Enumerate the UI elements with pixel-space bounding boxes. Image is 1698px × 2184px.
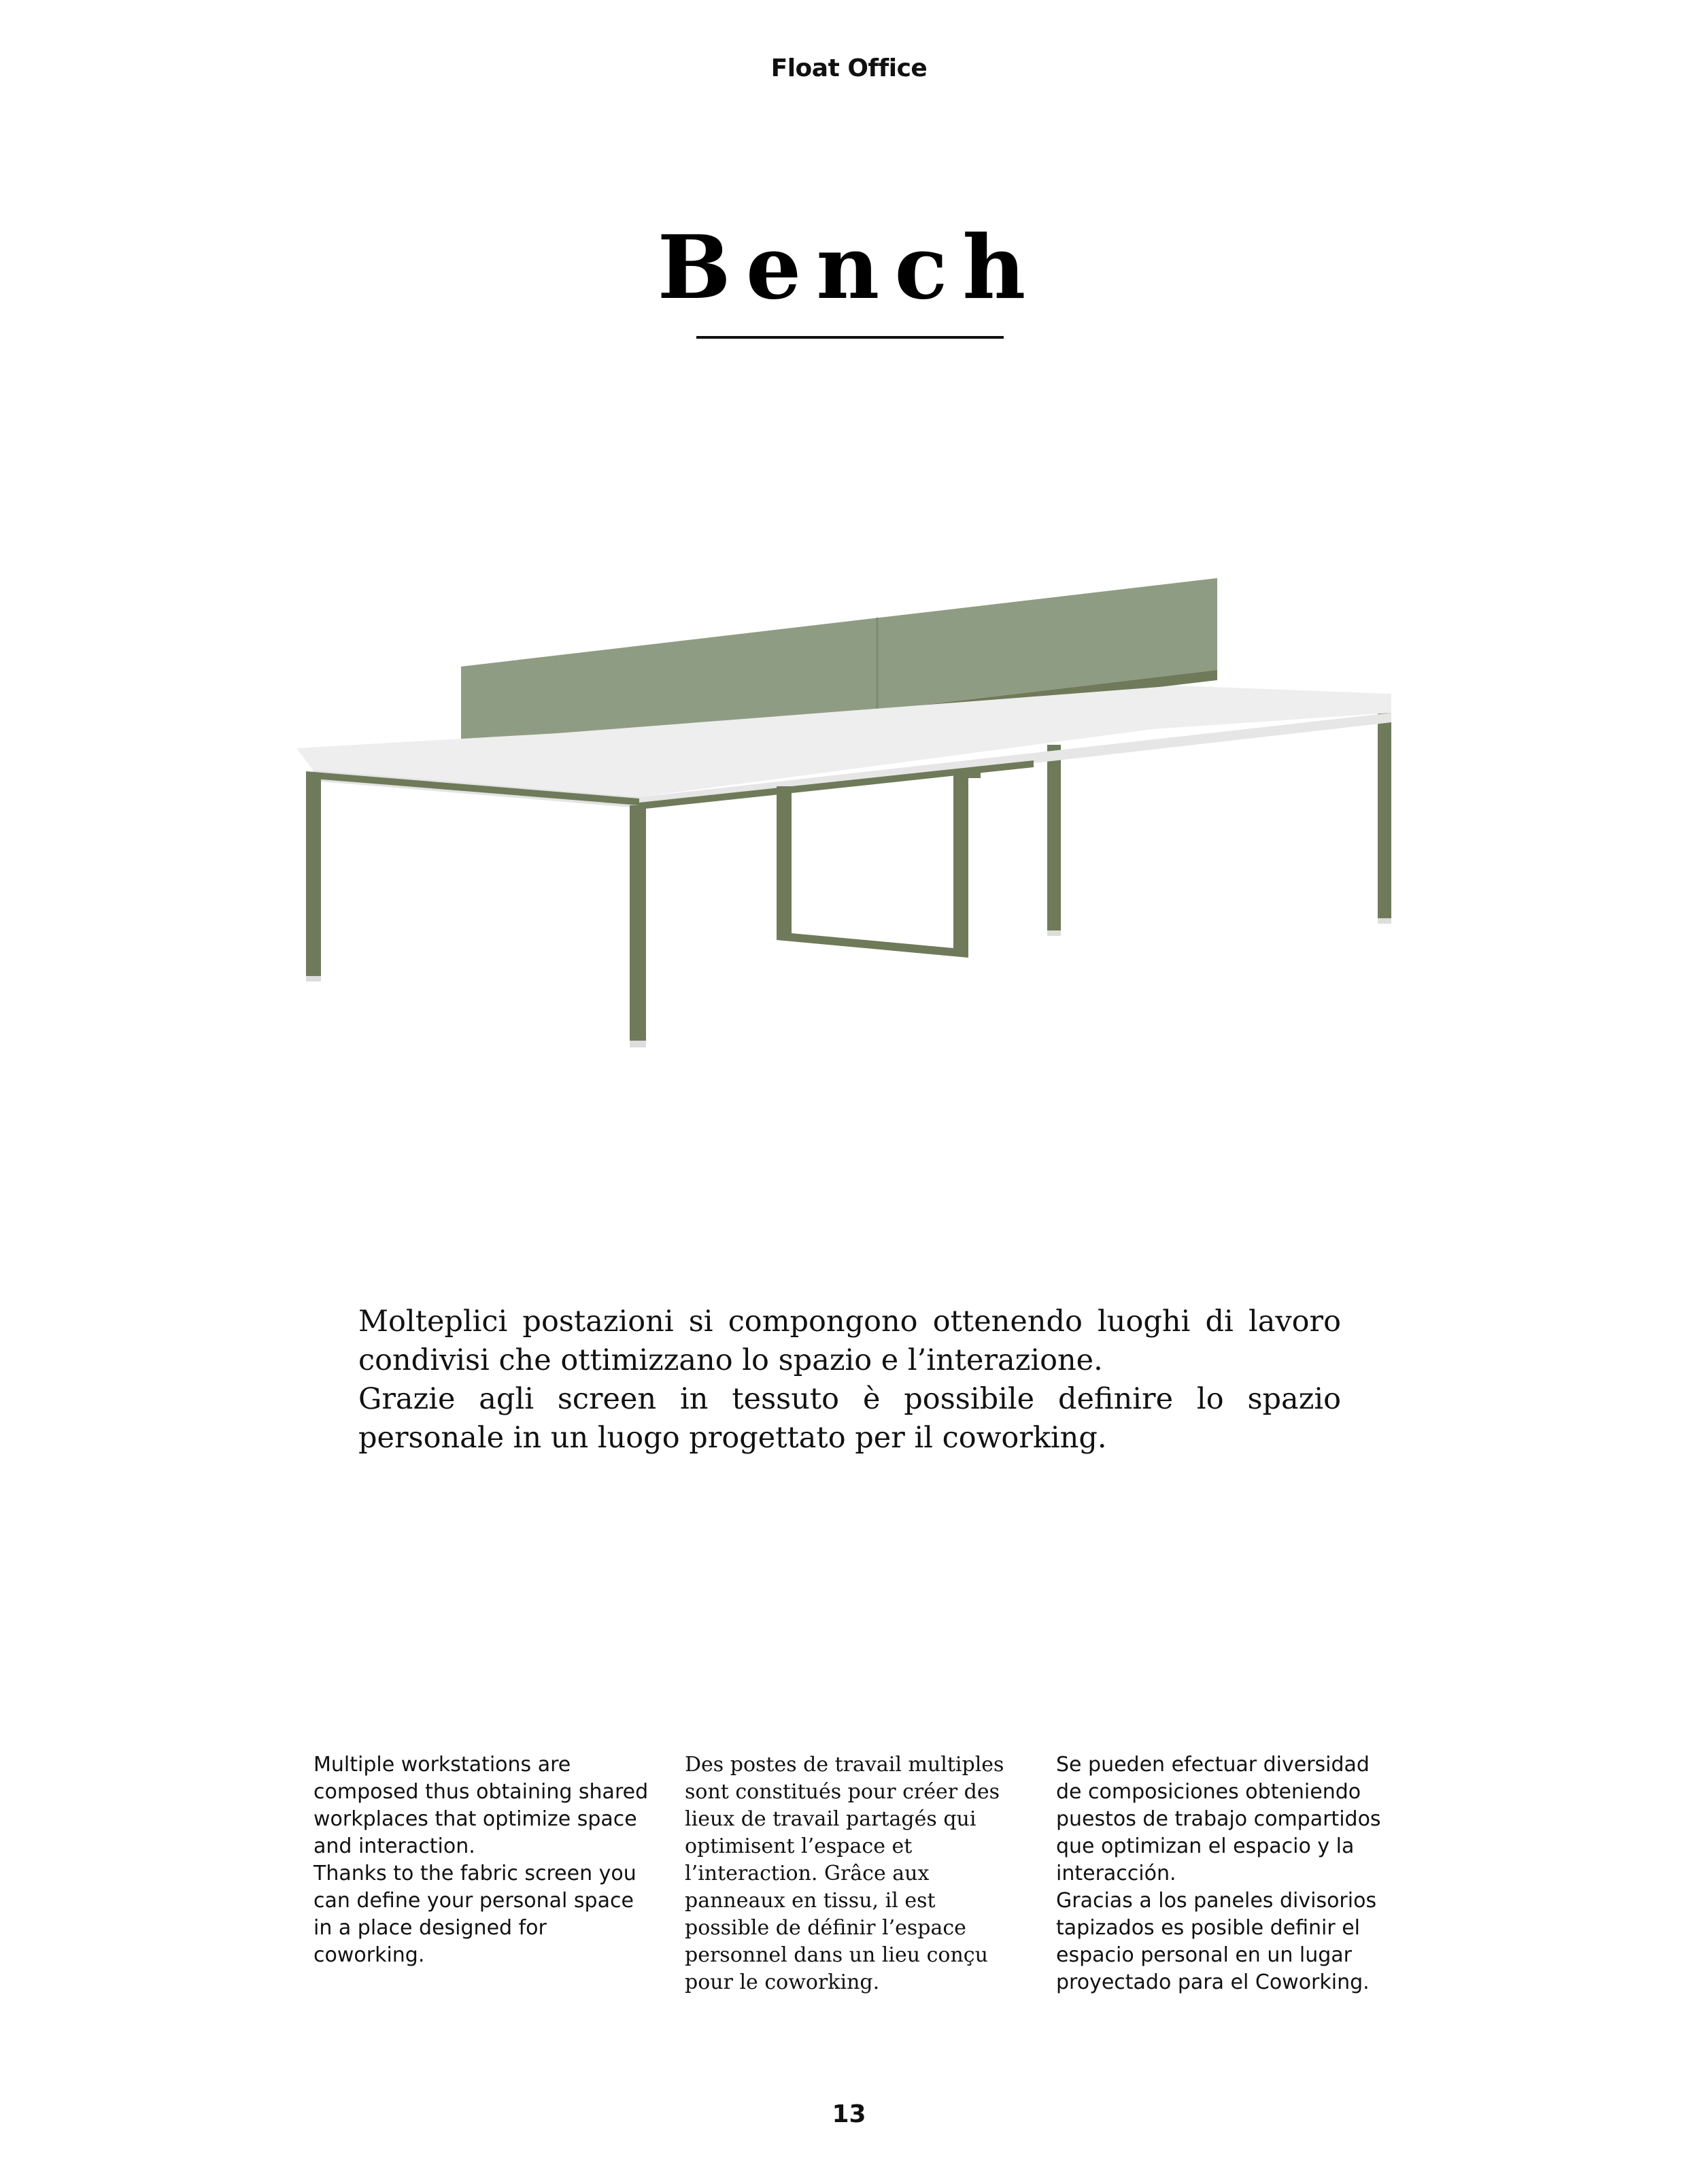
bench-o-frame-left <box>777 786 792 935</box>
title-underline <box>696 336 1004 339</box>
italian-description <box>358 1303 1341 1458</box>
english-paragraph-2: Thanks to the fabric screen you can define your personal space in a place designed for coworking. <box>313 1862 636 1967</box>
bench-leg-front-center <box>630 805 646 1043</box>
french-column <box>685 1751 1025 1996</box>
bench-leg-back-middle <box>1047 745 1061 935</box>
page-number: 13 <box>832 2100 866 2128</box>
italian-paragraph-2: Grazie agli screen in tessuto è possibile definire lo spazio personale in un luogo progettato per il coworking. <box>358 1382 1341 1455</box>
english-paragraph-1: Multiple workstations are composed thus obtaining shared workplaces that optimize space and interaction. <box>313 1753 649 1858</box>
spanish-column <box>1056 1751 1396 1996</box>
brand-header: Float Office <box>770 54 928 82</box>
page-title: Bench <box>657 217 1041 319</box>
bench-leg-front-left <box>306 775 321 979</box>
bench-product-image <box>292 578 1408 1054</box>
bench-o-frame-foot <box>777 932 968 958</box>
spanish-paragraph-2: Gracias a los paneles divisorios tapizados es posible definir el espacio personal en un lugar proyectado para el Coworking. <box>1056 1889 1377 1994</box>
english-column <box>313 1751 653 1969</box>
bench-leg-back-right <box>1378 707 1391 922</box>
french-paragraph-1: Des postes de travail multiples sont constitués pour créer des lieux de travail partagés qui optimisent l’espace et l’interaction. Grâce aux panneaux en tissu, il est possible de définir l’espace personnel dans un lieu conçu pour le coworking. <box>685 1753 1004 1994</box>
italian-paragraph-1: Molteplici postazioni si compongono ottenendo luoghi di lavoro condivisi che ottimizzano lo spazio e l’interazione. <box>358 1305 1341 1377</box>
bench-o-frame-right <box>953 770 968 955</box>
spanish-paragraph-1: Se pueden efectuar diversidad de composiciones obteniendo puestos de trabajo compartidos que optimizan el espacio y la interacción. <box>1056 1753 1381 1885</box>
